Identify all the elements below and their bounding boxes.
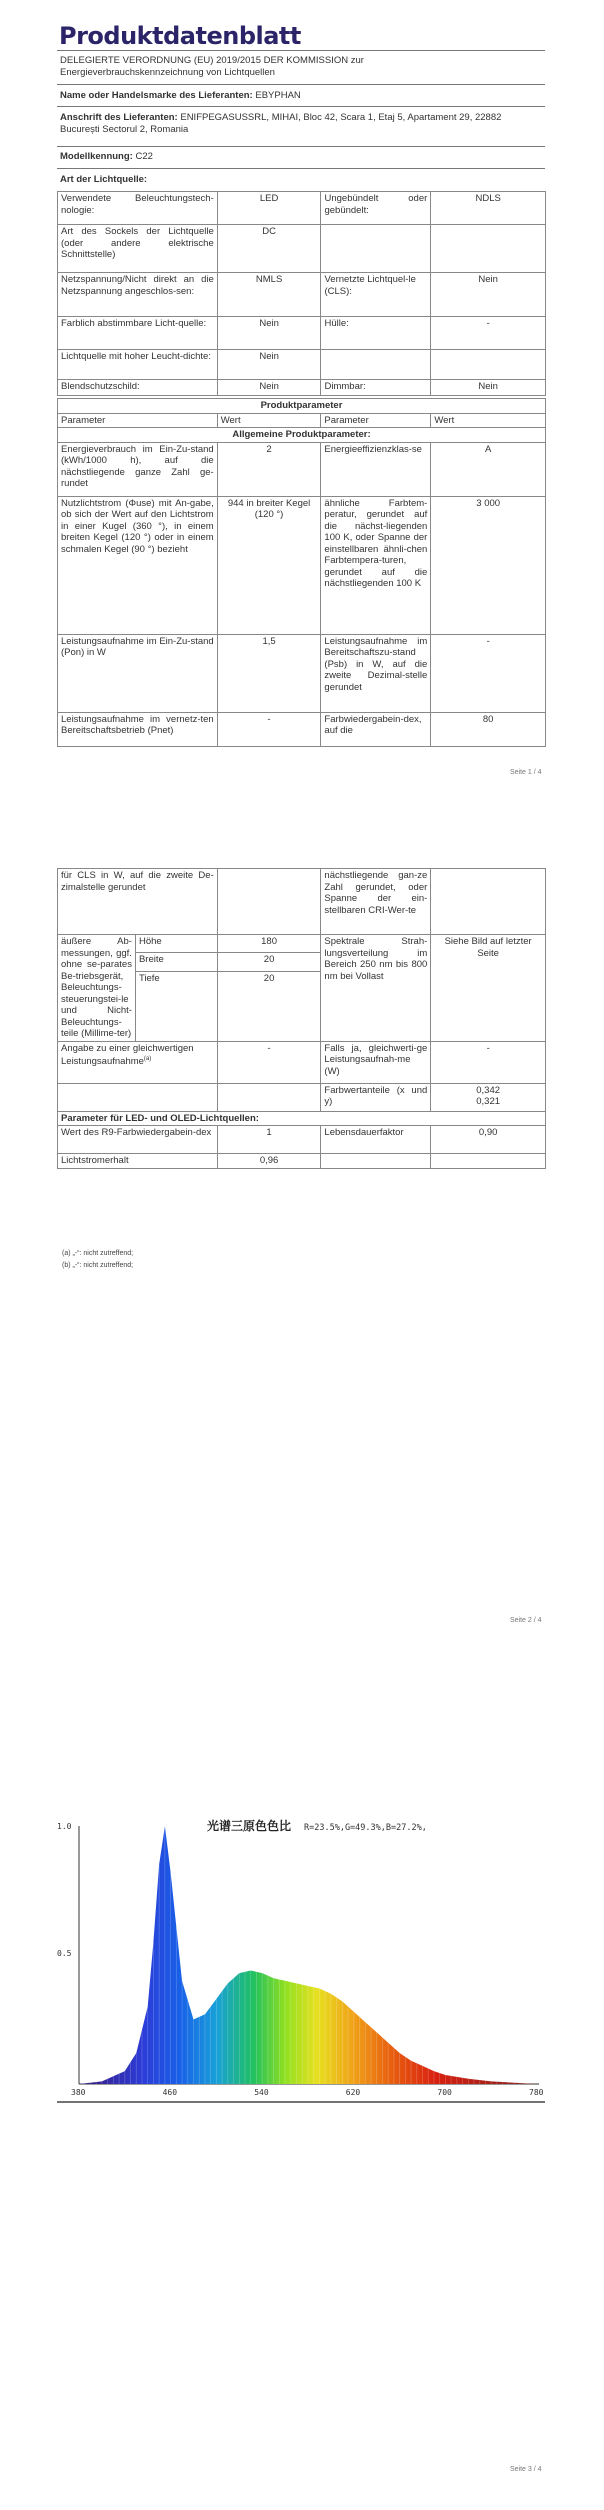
spectrum-figure (57, 1720, 545, 2210)
table-row: Farbwertanteile (x und y) 0,342 0,321 (58, 1083, 546, 1111)
type-table (57, 191, 546, 396)
table-row: äußere Ab-messungen, ggf. ohne se-parates Be-triebsgerät, Beleuchtungs-steuerungstei-le und Nicht-Beleuchtungs-teile (Millime-ter) Höhe 180 Spektrale Strah-lungsverteilung im Bereich 250 nm bis 800 nm bei Vollast Siehe Bild auf letzter Seite (58, 935, 546, 953)
page-number: Seite 1 / 4 (510, 769, 542, 776)
table-row: Lichtstromerhalt 0,96 (58, 1154, 546, 1169)
regulation-text: DELEGIERTE VERORDNUNG (EU) 2019/2015 DER KOMMISSION zur Energieverbrauchskennzeichnung von Lichtquellen (60, 55, 364, 78)
table-row: Tiefe 20 (58, 971, 546, 1041)
dimensions-label: äußere Ab-messungen, ggf. ohne se-parates Be-triebsgerät, Beleuchtungs-steuerungstei-le und Nicht-Beleuchtungs-teile (Millime-ter) (58, 935, 136, 1042)
table-row (58, 399, 546, 414)
footnotes: (a) „-“: nicht zutreffend; (b) „-“: nicht zutreffend; (62, 1250, 134, 1269)
model-value: C22 (135, 151, 153, 162)
table-row: Leistungsaufnahme im vernetz-ten Bereitschaftsbetrieb (Pnet) - Farbwiedergabein-dex, auf die 80 (58, 712, 546, 746)
spectrum-bars (79, 1826, 537, 2084)
spectrum-chart (57, 1720, 545, 2210)
y-tick-label: 0.5 (57, 1949, 72, 1958)
table-row: Art des Sockels der Lichtquelle (oder andere elektrische Schnittstelle) DC (58, 225, 546, 273)
x-tick-label: 780 (529, 2088, 544, 2097)
table-row: Farblich abstimmbare Licht-quelle: Nein Hülle: - (58, 317, 546, 350)
page-3 (0, 1720, 604, 2510)
page-number: Seite 2 / 4 (510, 1617, 542, 1624)
section-heading: Parameter für LED- und OLED-Lichtquellen: (58, 1111, 546, 1126)
table-row: Lichtquelle mit hoher Leucht-dichte: Nein (58, 350, 546, 380)
table-row (58, 428, 546, 443)
chart-title: 光谱三原色色比 (207, 1819, 292, 1833)
product-params-table-cont (57, 868, 546, 1169)
section-heading: Produktparameter (58, 399, 546, 414)
table-row: Netzspannung/Nicht direkt an die Netzspannung angeschlos-sen: NMLS Vernetzte Lichtquel-le (CLS): Nein (58, 273, 546, 317)
table-row: Verwendete Beleuchtungstech-nologie: LED Ungebündelt oder gebündelt: NDLS (58, 192, 546, 225)
table-row: Wert des R9-Farbwiedergabein-dex 1 Lebensdauerfaktor 0,90 (58, 1126, 546, 1154)
brand-value: EBYPHAN (255, 90, 301, 101)
address-row (60, 112, 540, 135)
table-row (58, 1111, 546, 1126)
brand-label: Name oder Handelsmarke des Lieferanten: (60, 90, 253, 101)
product-params-table (57, 398, 546, 747)
address-value: ENIFPEGASUSSRL, MIHAI, Bloc 42, Scara 1, Etaj 5, Apartament 29, 22882 București Sectorul 2, Romania (60, 112, 502, 135)
page-number: Seite 3 / 4 (510, 2466, 542, 2473)
table-row: Nutzlichtstrom (Φuse) mit An-gabe, ob sich der Wert auf den Lichtstrom in einer Kugel (360 °), in einem breiten Kegel (120 °) oder in einem schmalen Kegel (90 °) bezieht 944 in breiter Kegel (120 °) ähnliche Farbtem-peratur, gerundet auf die nächst-liegenden 100 K, oder Spanne der einstellbaren ähnli-chen Farbtempera-turen, gerundet auf die nächstliegenden 100 K 3 000 (58, 496, 546, 634)
page-title: Produktdatenblatt (59, 22, 301, 50)
table-row: Leistungsaufnahme im Ein-Zu-stand (Pon) in W 1,5 Leistungsaufnahme im Bereitschaftszu-stand (Psb) in W, auf die zweite Dezimal-stelle gerundet - (58, 634, 546, 712)
table-row: Angabe zu einer gleichwertigen Leistungsaufnahme$^{(a)}$ - Falls ja, gleichwerti-ge Leistungsaufnah-me (W) - (58, 1041, 546, 1083)
page-1 (0, 0, 604, 780)
address-label: Anschrift des Lieferanten: (60, 112, 178, 123)
chart-ratio: R=23.5%,G=49.3%,B=27.2%, (304, 1823, 427, 1833)
x-tick-label: 460 (162, 2088, 178, 2097)
brand-row (60, 90, 301, 102)
x-tick-label: 620 (345, 2088, 361, 2097)
type-label: Art der Lichtquelle: (60, 174, 148, 185)
model-label: Modellkennung: (60, 151, 133, 162)
table-row: Breite 20 (58, 953, 546, 971)
y-tick-label: 1.0 (57, 1822, 72, 1831)
x-ticks (71, 2088, 544, 2097)
model-row (60, 151, 153, 163)
section-heading: Allgemeine Produktparameter: (58, 428, 546, 443)
table-row: Blendschutzschild: Nein Dimmbar: Nein (58, 380, 546, 396)
x-tick-label: 540 (254, 2088, 269, 2097)
table-row: Energieverbrauch im Ein-Zu-stand (kWh/1000 h), auf die nächstliegende ganze Zahl ge-rundet 2 Energieeffizienzklas-se A (58, 442, 546, 496)
page-2 (0, 860, 604, 1640)
table-row: für CLS in W, auf die zweite De-zimalstelle gerundet nächstliegende gan-ze Zahl gerundet, oder Spanne der ein-stellbaren CRI-Wer-te (58, 869, 546, 935)
x-tick-label: 380 (71, 2088, 86, 2097)
table-header-row: Parameter Wert Parameter Wert (58, 413, 546, 428)
x-tick-label: 700 (437, 2088, 452, 2097)
